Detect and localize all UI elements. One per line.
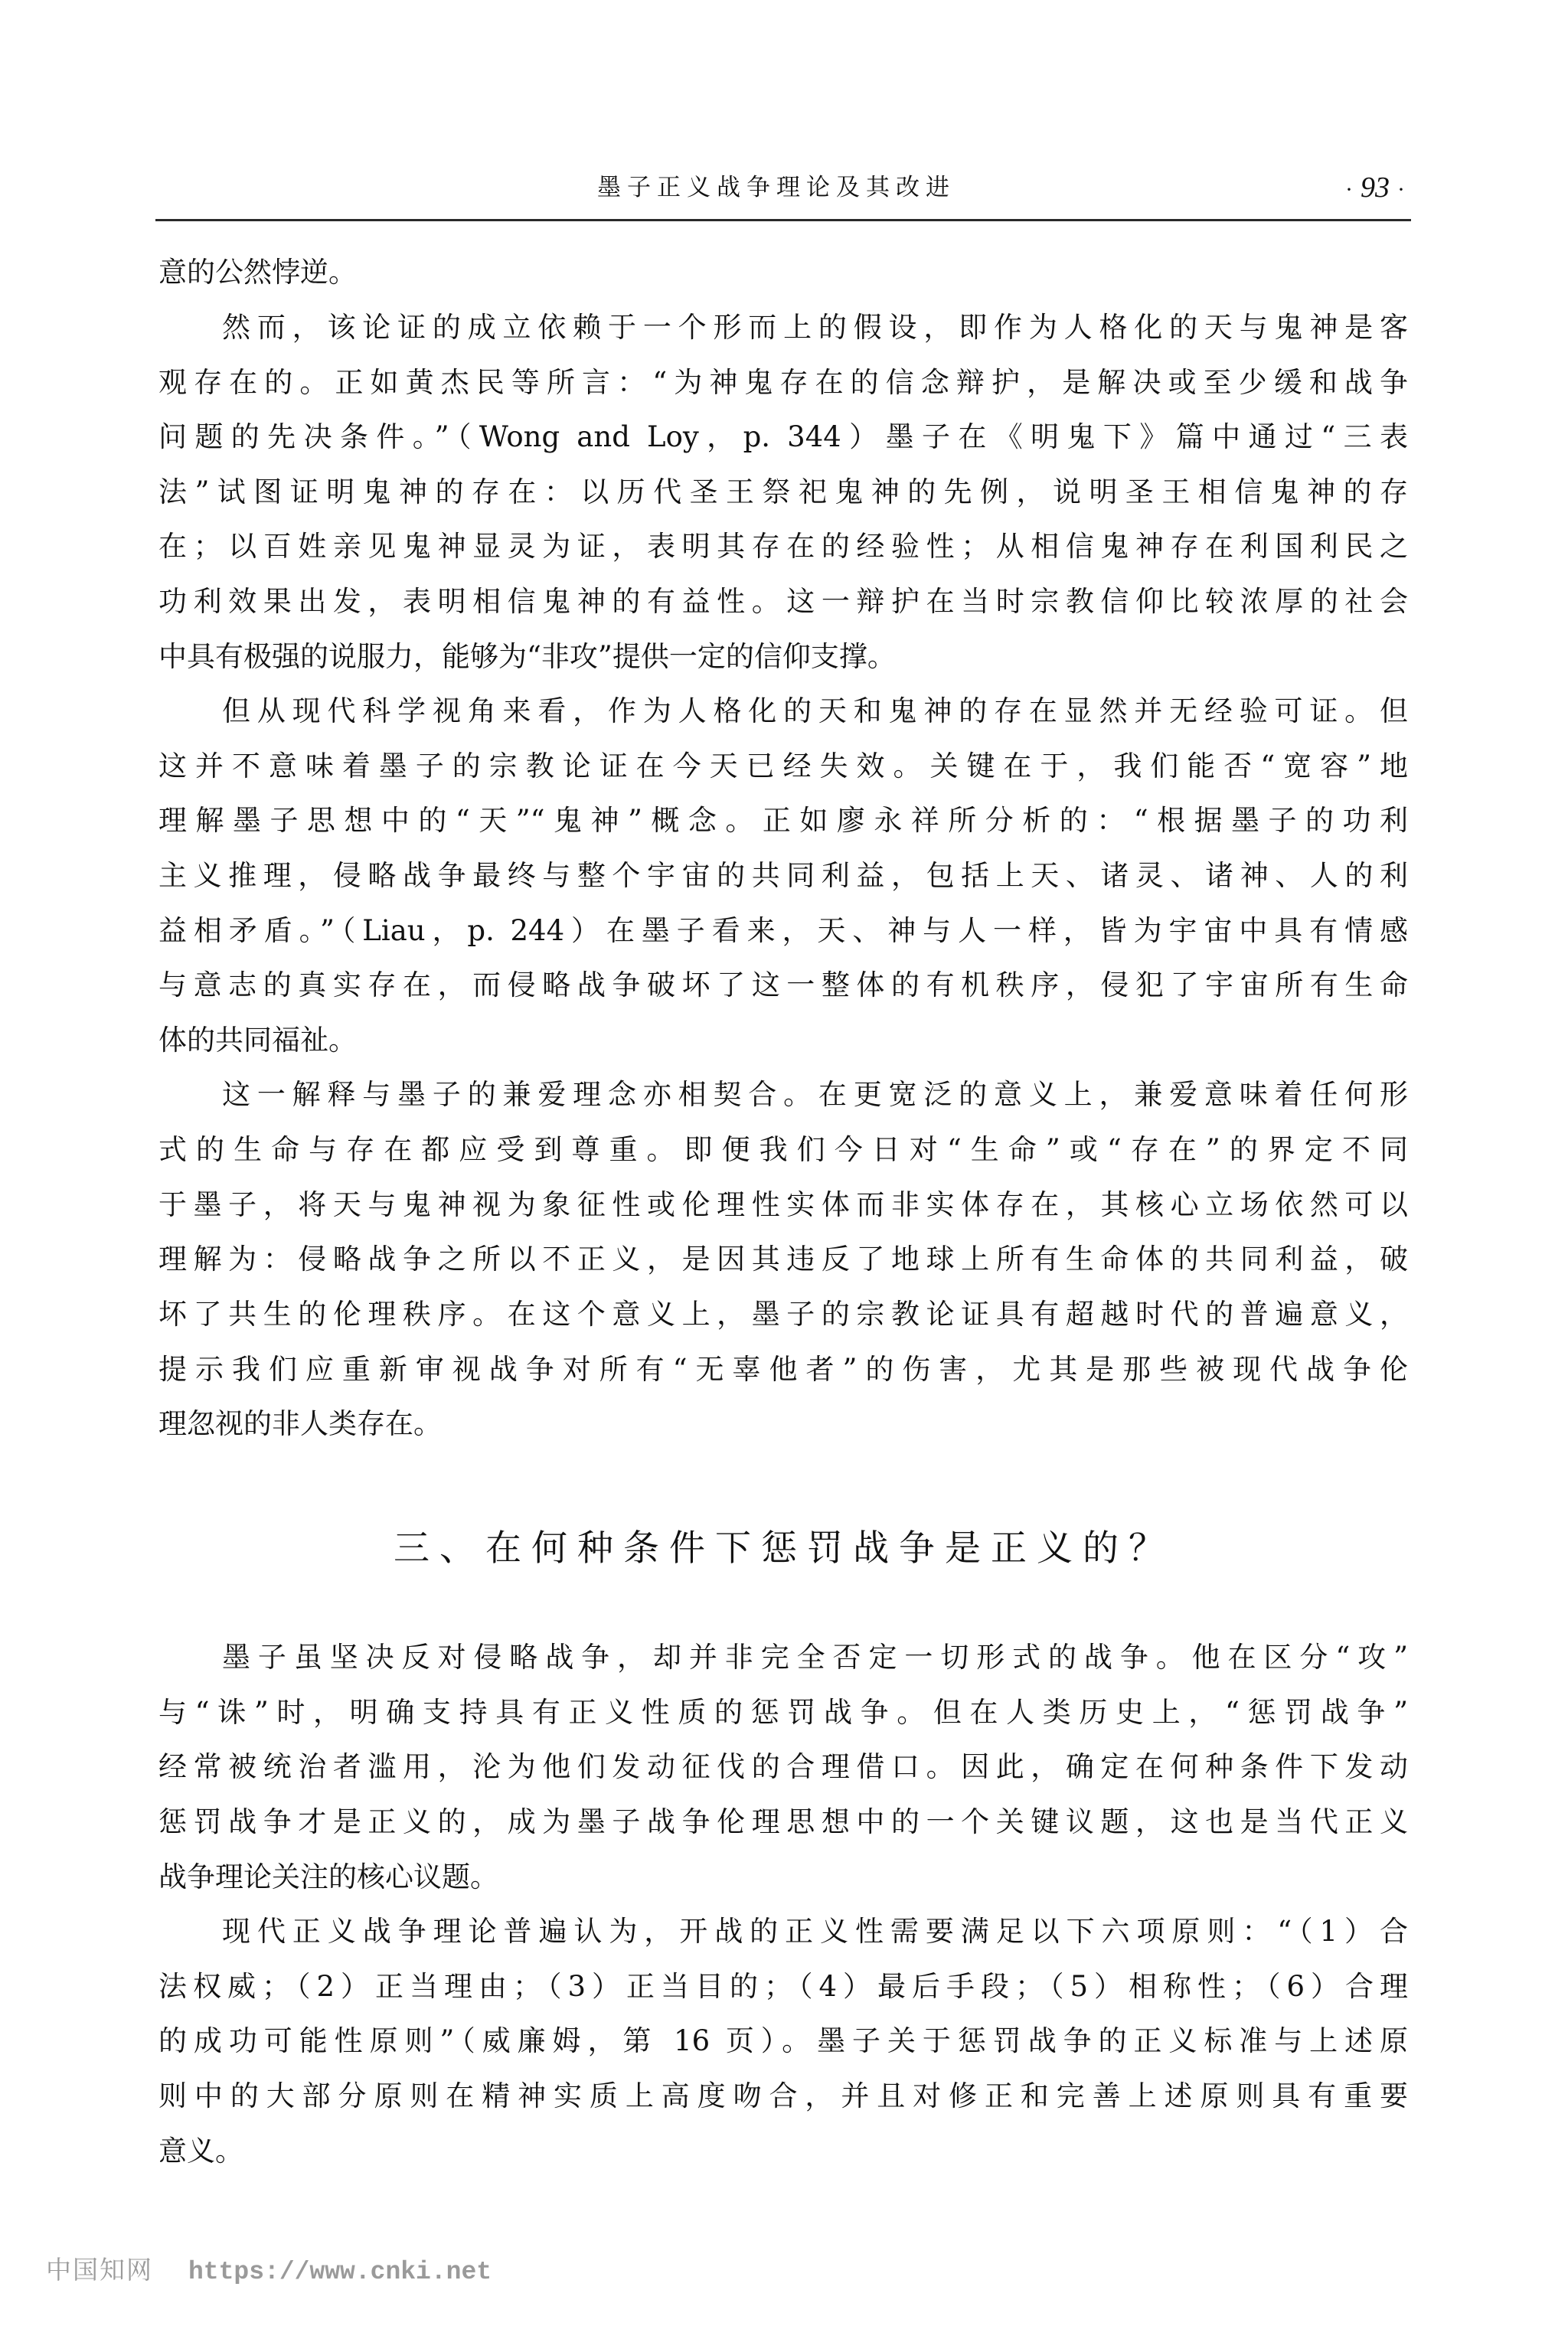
page-number-value: 93 <box>1361 172 1390 204</box>
paragraph-line: 坏了共生的伦理秩序。在这个意义上，墨子的宗教论证具有超越时代的普遍意义， <box>158 1298 1408 1331</box>
section-heading: 三、在何种条件下惩罚战争是正义的？ <box>394 1527 1174 1570</box>
paragraph-line: 与“诛”时，明确支持具有正义性质的惩罚战争。但在人类历史上，“惩罚战争” <box>158 1696 1408 1729</box>
paragraph-line: 式的生命与存在都应受到尊重。即便我们今日对“生命”或“存在”的界定不同 <box>158 1133 1408 1166</box>
paragraph-line: 功利效果出发，表明相信鬼神的有益性。这一辩护在当时宗教信仰比较浓厚的社会 <box>158 585 1408 618</box>
header-rule <box>155 219 1411 221</box>
paragraph-line: 问题的先决条件。”（Wong and Loy，p. 344）墨子在《明鬼下》篇中通过“三表 <box>158 420 1408 453</box>
paragraph-line: 在；以百姓亲见鬼神显灵为证，表明其存在的经验性；从相信鬼神存在利国利民之 <box>158 530 1408 563</box>
paragraph-line: 然而，该论证的成立依赖于一个形而上的假设，即作为人格化的天与鬼神是客 <box>222 311 1408 344</box>
paragraph-line: 理解为：侵略战争之所以不正义，是因其违反了地球上所有生命体的共同利益，破 <box>158 1243 1408 1276</box>
paragraph-line: 提示我们应重新审视战争对所有“无辜他者”的伤害，尤其是那些被现代战争伦 <box>158 1353 1408 1386</box>
paragraph-line: 于墨子，将天与鬼神视为象征性或伦理性实体而非实体存在，其核心立场依然可以 <box>158 1188 1408 1221</box>
paragraph-line: 的成功可能性原则”（威廉姆，第 16 页）。墨子关于惩罚战争的正义标准与上述原 <box>158 2024 1408 2057</box>
paragraph-line: 中具有极强的说服力，能够为“非攻”提供一定的信仰支撑。 <box>158 640 896 673</box>
footer-watermark <box>46 2251 492 2289</box>
paragraph-line: 与意志的真实存在，而侵略战争破坏了这一整体的有机秩序，侵犯了宇宙所有生命 <box>158 969 1408 1001</box>
paragraph-line: 主义推理，侵略战争最终与整个宇宙的共同利益，包括上天、诸灵、诸神、人的利 <box>158 859 1408 892</box>
paragraph-line: 则中的大部分原则在精神实质上高度吻合，并且对修正和完善上述原则具有重要 <box>158 2079 1408 2112</box>
paragraph-line: 惩罚战争才是正义的，成为墨子战争伦理思想中的一个关键议题，这也是当代正义 <box>158 1805 1408 1838</box>
paragraph-line: 意的公然悖逆。 <box>158 256 357 289</box>
paragraph-line: 这一解释与墨子的兼爱理念亦相契合。在更宽泛的意义上，兼爱意味着任何形 <box>222 1078 1408 1111</box>
watermark-site-name: 中国知网 <box>46 2255 153 2285</box>
running-head-title: 墨子正义战争理论及其改进 <box>597 174 956 201</box>
paragraph-line: 益相矛盾。”（Liau，p. 244）在墨子看来，天、神与人一样，皆为宇宙中具有情感 <box>158 914 1408 947</box>
paragraph-line: 墨子虽坚决反对侵略战争，却并非完全否定一切形式的战争。他在区分“攻” <box>222 1641 1408 1674</box>
paragraph-line: 战争理论关注的核心议题。 <box>158 1860 498 1893</box>
paragraph-line: 法”试图证明鬼神的存在：以历代圣王祭祀鬼神的先例，说明圣王相信鬼神的存 <box>158 475 1408 508</box>
paragraph-line: 但从现代科学视角来看，作为人格化的天和鬼神的存在显然并无经验可证。但 <box>222 694 1408 727</box>
paragraph-line: 理忽视的非人类存在。 <box>158 1407 442 1440</box>
page-number-dot-left: · <box>1345 177 1353 202</box>
paragraph-line: 法权威；（2）正当理由；（3）正当目的；（4）最后手段；（5）相称性；（6）合理 <box>158 1970 1408 2003</box>
paragraph-line: 体的共同福祉。 <box>158 1024 357 1057</box>
page-number <box>1325 170 1413 205</box>
paragraph-line: 观存在的。正如黄杰民等所言：“为神鬼存在的信念辩护，是解决或至少缓和战争 <box>158 366 1408 399</box>
watermark-url: https://www.cnki.net <box>188 2258 492 2286</box>
page-number-dot-right: · <box>1397 177 1405 202</box>
paragraph-line: 经常被统治者滥用，沦为他们发动征伐的合理借口。因此，确定在何种条件下发动 <box>158 1750 1408 1783</box>
paragraph-line: 现代正义战争理论普遍认为，开战的正义性需要满足以下六项原则：“（1）合 <box>222 1915 1408 1948</box>
paragraph-line: 理解墨子思想中的“天”“鬼神”概念。正如廖永祥所分析的：“根据墨子的功利 <box>158 804 1408 837</box>
paragraph-line: 这并不意味着墨子的宗教论证在今天已经失效。关键在于，我们能否“宽容”地 <box>158 750 1408 782</box>
paragraph-line: 意义。 <box>158 2135 243 2167</box>
